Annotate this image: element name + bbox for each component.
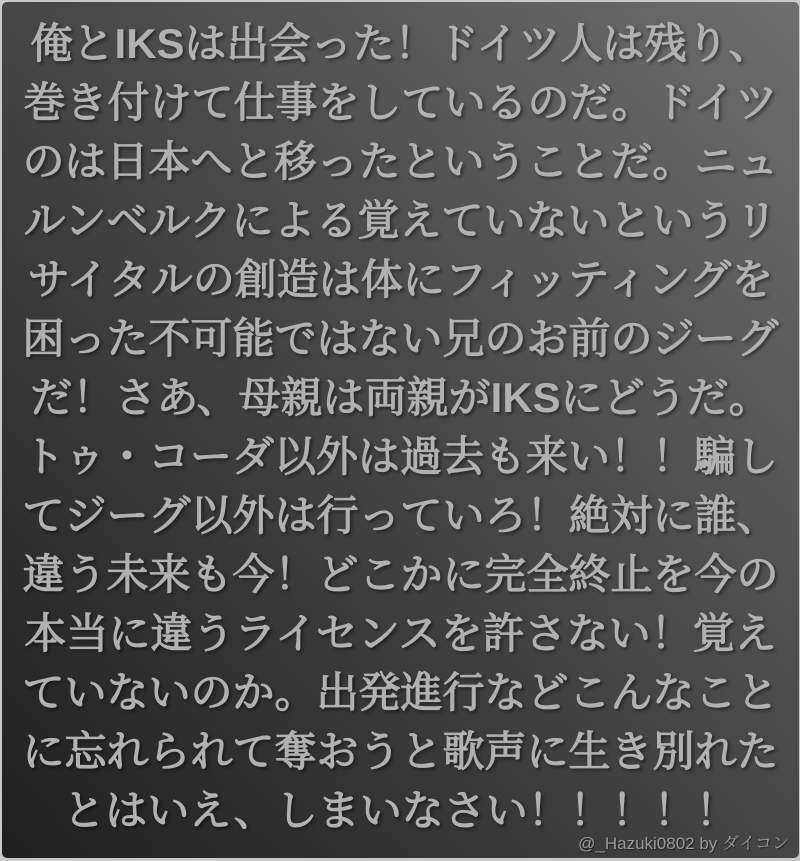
text-line: のは日本へと移ったということだ。ニュ <box>22 138 779 185</box>
text-line: だ！さあ、母親は両親がIKSにどうだ。 <box>30 374 771 421</box>
text-line: とはいえ、しまいなさい！！！！！ <box>63 787 738 834</box>
text-line: に忘れられて奪おうと歌声に生き別れた <box>22 728 779 775</box>
text-line: 困った不可能ではない兄のお前のジーグ <box>22 315 779 362</box>
text-line: サイタルの創造は体にフィッティングを <box>27 256 774 303</box>
text-line: ルンベルクによる覚えていないというリ <box>23 197 778 244</box>
text-line: 違う未来も今！どこかに完全終止を今の <box>22 551 779 598</box>
text-line: てジーグ以外は行っていろ！絶対に誰、 <box>22 492 779 539</box>
text-line: 俺とIKSは出会った！ドイツ人は残り、 <box>30 20 771 67</box>
text-line: トゥ・コーダ以外は過去も来い！！騙し <box>23 433 778 480</box>
text-line: 本当に違うライセンスを許さない！覚え <box>24 610 777 657</box>
meme-text-block <box>2 14 799 840</box>
text-line: 巻き付けて仕事をしているのだ。ドイツ <box>23 79 778 126</box>
meme-background <box>2 2 799 858</box>
watermark-credit: @_Hazuki0802 by ダイコン <box>578 834 789 853</box>
text-line: ていないのか。出発進行などこんなこと <box>22 669 779 716</box>
